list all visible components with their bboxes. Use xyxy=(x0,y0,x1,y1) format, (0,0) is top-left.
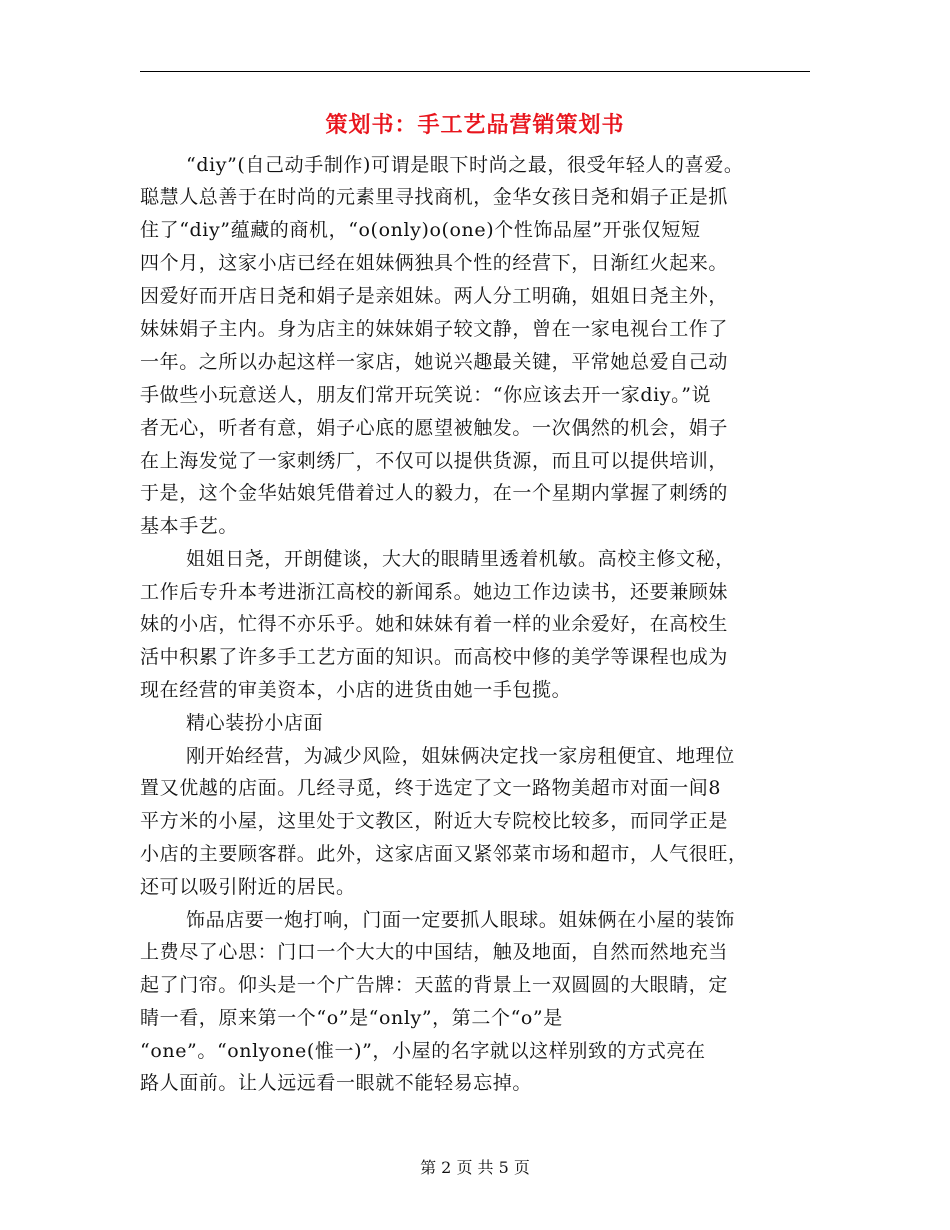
paragraph-line: 者无心，听者有意，娟子心底的愿望被触发。一次偶然的机会，娟子 xyxy=(140,417,729,439)
paragraph-line: 现在经营的审美资本，小店的进货由她一手包揽。 xyxy=(140,679,572,701)
paragraph-line: 活中积累了许多手工艺方面的知识。而高校中修的美学等课程也成为 xyxy=(140,646,729,668)
paragraph-line: 工作后专升本考进浙江高校的新闻系。她边工作边读书，还要兼顾妹 xyxy=(140,581,729,603)
section-heading: 精心装扮小店面 xyxy=(186,712,324,734)
paragraph-line: 刚开始经营，为减少风险，姐妹俩决定找一家房租便宜、地理位 xyxy=(186,745,735,767)
paragraph-line: 四个月，这家小店已经在姐妹俩独具个性的经营下，日渐红火起来。 xyxy=(140,252,729,274)
paragraph-line: 住了“diy”蕴藏的商机，“o(only)o(one)个性饰品屋”开张仅短短 xyxy=(140,219,701,241)
header-rule xyxy=(140,71,810,72)
paragraph-line: 上费尽了心思：门口一个大大的中国结，触及地面，自然而然地充当 xyxy=(140,941,729,963)
paragraph-line: 一年。之所以办起这样一家店，她说兴趣最关键，平常她总爱自己动 xyxy=(140,351,729,373)
paragraph-line: 手做些小玩意送人，朋友们常开玩笑说：“你应该去开一家diy。”说 xyxy=(140,384,712,406)
page-number: 第 2 页 共 5 页 xyxy=(420,1158,530,1177)
paragraph-line: 置又优越的店面。几经寻觅，终于选定了文一路物美超市对面一间8 xyxy=(140,777,722,799)
paragraph-line: 于是，这个金华姑娘凭借着过人的毅力，在一个星期内掌握了刺绣的 xyxy=(140,482,729,504)
paragraph-line: 在上海发觉了一家刺绣厂，不仅可以提供货源，而且可以提供培训， xyxy=(140,450,729,472)
paragraph-line: 小店的主要顾客群。此外，这家店面又紧邻菜市场和超市，人气很旺， xyxy=(140,843,748,865)
paragraph-line: 聪慧人总善于在时尚的元素里寻找商机，金华女孩日尧和娟子正是抓 xyxy=(140,186,729,208)
paragraph-line: 平方米的小屋，这里处于文教区，附近大专院校比较多，而同学正是 xyxy=(140,810,729,832)
paragraph-line: 妹妹娟子主内。身为店主的妹妹娟子较文静，曾在一家电视台工作了 xyxy=(140,318,729,340)
paragraph-line: 路人面前。让人远远看一眼就不能轻易忘掉。 xyxy=(140,1072,533,1094)
paragraph-line: “one”。“onlyone(惟一)”，小屋的名字就以这样别致的方式亮在 xyxy=(140,1040,706,1062)
paragraph-line: 姐姐日尧，开朗健谈，大大的眼睛里透着机敏。高校主修文秘， xyxy=(186,548,735,570)
paragraph-line: “diy”(自己动手制作)可谓是眼下时尚之最，很受年轻人的喜爱。 xyxy=(186,154,744,176)
paragraph-line: 起了门帘。仰头是一个广告牌：天蓝的背景上一双圆圆的大眼睛，定 xyxy=(140,974,729,996)
paragraph-line: 还可以吸引附近的居民。 xyxy=(140,876,356,898)
paragraph-line: 因爱好而开店日尧和娟子是亲姐妹。两人分工明确，姐姐日尧主外， xyxy=(140,285,729,307)
paragraph-line: 饰品店要一炮打响，门面一定要抓人眼球。姐妹俩在小屋的装饰 xyxy=(186,909,735,931)
paragraph-line: 睛一看，原来第一个“o”是“only”，第二个“o”是 xyxy=(140,1007,563,1029)
paragraph-line: 基本手艺。 xyxy=(140,515,239,537)
document-title: 策划书：手工艺品营销策划书 xyxy=(325,112,625,138)
paragraph-line: 妹的小店，忙得不亦乐乎。她和妹妹有着一样的业余爱好，在高校生 xyxy=(140,613,729,635)
